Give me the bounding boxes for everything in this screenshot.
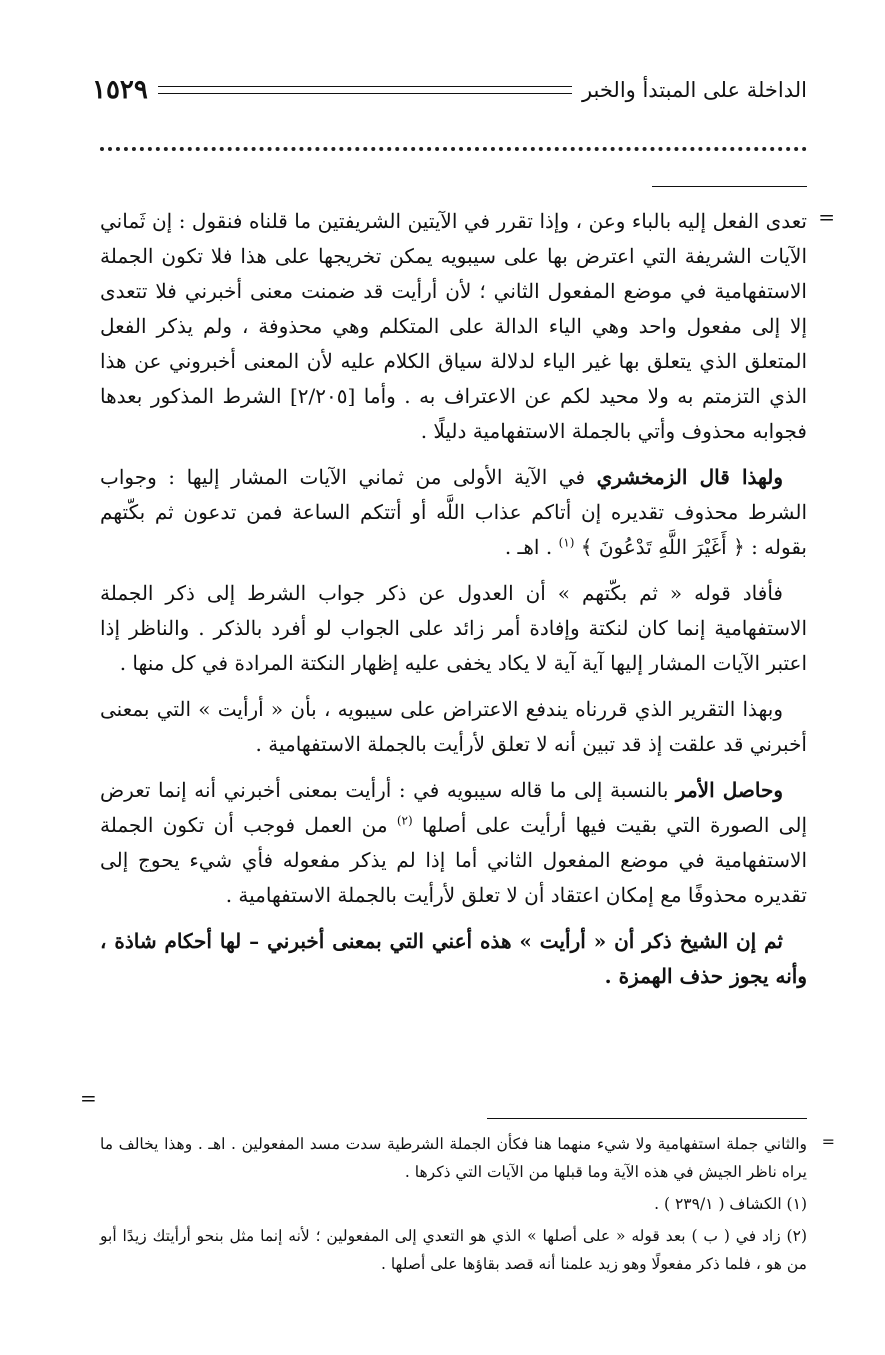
paragraph-2-text: في الآية الأولى من ثماني الآيات المشار إليها : وجواب الشرط محذوف تقديره إن أتاكم عذاب اللَّه أو أتتكم الساعة فمن تدعون ثم بكّتهم بقوله : ﴿ أَغَيْرَ اللَّهِ تَدْعُونَ ﴾ [100,465,807,559]
paragraph-2-end: . اهـ . [504,535,559,559]
footnote-1: (١) الكشاف ( ٢٣٩/١ ) . [654,1195,807,1213]
main-text [100,204,807,1005]
paragraph-5 [100,773,807,913]
footnote-ref-2: (٢) [396,813,413,828]
running-title: الداخلة على المبتدأ والخبر [581,78,807,102]
header-rule [158,86,572,94]
continuation-mark-end: = [80,1086,97,1110]
footnote-ref-1: (١) [558,535,575,550]
continuation-mark-start: = [818,205,835,229]
paragraph-2 [100,460,807,565]
paragraph-5-text-b: من العمل فوجب أن تكون الجملة الاستفهامية في موضع المفعول الثاني أما إذا لم يذكر مفعوله فأي شيء يحوج إلى تقديره محذوفًا مع إمكان اعتقاد أن لا تعلق لأرأيت بالجملة الاستفهامية . [100,813,807,907]
footnote-continued: والثاني جملة استفهامية ولا شيء منهما هنا فكأن الجملة الشرطية سدت مسد المفعولين . اهـ . وهذا يخالف ما يراه ناظر الجيش في هذه الآية وما قبلها من الآيات التي ذكرها . [100,1135,807,1181]
paragraph-6: ثم إن الشيخ ذكر أن « أرأيت » هذه أعني التي بمعنى أخبرني – لها أحكام شاذة ، وأنه يجوز حذف الهمزة . [100,929,807,988]
footnote-continuation-mark: = [821,1132,835,1151]
paragraph-4: وبهذا التقرير الذي قررناه يندفع الاعتراض على سيبويه ، بأن « أرأيت » التي بمعنى أخبرني قد علقت إذ قد تبين أنه لا تعلق لأرأيت بالجملة الاستفهامية . [100,697,807,756]
footnotes [100,1130,807,1282]
paragraph-1: تعدى الفعل إليه بالباء وعن ، وإذا تقرر في الآيتين الشريفتين ما قلناه فنقول : إن ثَماني الآيات الشريفة التي اعترض بها على سيبويه يمكن تخريجها على هذا فلا تكون الجملة الاستفهامية في موضع المفعول الثاني ؛ لأن أرأيت قد ضمنت معنى أخبرني فلا تتعدى إلا إلى مفعول واحد وهي الياء الدالة على المتكلم وهي محذوفة ، ولم يذكر الفعل المتعلق الذي يتعلق بها غير الياء لدلالة سياق الكلام عليه لأن المعنى أخبروني عن هذا الذي التزمتم به ولا محيد لكم عن الاعتراف به . وأما [٢/٢٠٥] الشرط المذكور بعدها فجوابه محذوف وأتي بالجملة الاستفهامية دليلًا . [100,209,808,443]
paragraph-5-lead: وحاصل الأمر [675,778,784,802]
footnote-separator [487,1118,807,1119]
paragraph-2-lead: ولهذا قال الزمخشري [596,465,783,489]
paragraph-3: فأفاد قوله « ثم بكّتهم » أن العدول عن ذكر جواب الشرط إلى ذكر الجملة الاستفهامية إنما كان لنكتة وإفادة أمر زائد على الجواب لو أفرد بالذكر . والناظر إذا اعتبر الآيات المشار إليها آية آية لا يكاد يخفى عليه إظهار النكتة المرادة في كل منها . [100,581,807,675]
dotted-separator [100,147,807,151]
running-header [92,70,807,110]
paragraph-5-text-a: بالنسبة إلى ما قاله سيبويه في : أرأيت بمعنى أخبرني أنه إنما تعرض إلى الصورة التي بقيت فيها أرأيت على أصلها [100,778,807,837]
footnote-2: (٢) زاد في ( ب ) بعد قوله « على أصلها » الذي هو التعدي إلى المفعولين ؛ لأنه إنما مثل بنحو أرأيتك زيدًا أبو من هو ، فلما ذكر مفعولًا وهو زيد علمنا أنه قصد بقاؤها على أصلها . [100,1227,807,1273]
page-number: ١٥٢٩ [92,75,148,105]
short-separator [652,186,807,187]
